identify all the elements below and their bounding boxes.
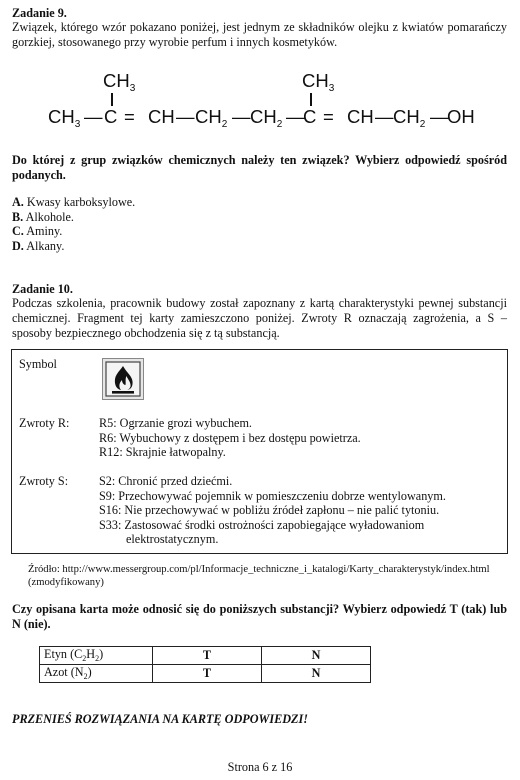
s-phrases-label: Zwroty S: bbox=[19, 474, 69, 488]
s-phrase: S33: Zastosować środki ostrożności zapobiegające wyładowaniom bbox=[99, 517, 425, 532]
answer-table bbox=[39, 646, 371, 683]
task10-question: Czy opisana karta może odnosić się do poniższych substancji? Wybierz odpowiedź T (tak) lub N (nie). bbox=[12, 602, 507, 631]
table-row bbox=[40, 665, 371, 683]
answer-false-cell[interactable]: N bbox=[262, 665, 371, 683]
flame-hazard-icon bbox=[102, 358, 144, 400]
r-phrase: R6: Wybuchowy z dostępem i bez dostępu powietrza. bbox=[99, 430, 361, 445]
formula-main-chain: $CH_3$ — C = CH — $CH_2$ — $CH_2$ — C = CH — $CH_2$ — OH bbox=[48, 106, 475, 130]
substance-name: Azot $(N_2)$ bbox=[40, 665, 153, 683]
source-citation: Źródło: http://www.messergroup.com/pl/Informacje_techniczne_i_katalogi/Karty_charakterystyk/index.html (zmodyfikowany) bbox=[28, 564, 490, 588]
r-phrase: R5: Ogrzanie grozi wybuchem. bbox=[99, 416, 252, 430]
task10-title: Zadanie 10. bbox=[12, 282, 73, 296]
r-phrases-label: Zwroty R: bbox=[19, 416, 70, 430]
task9-title: Zadanie 9. bbox=[12, 6, 67, 20]
table-row bbox=[40, 647, 371, 665]
s-phrases-list bbox=[99, 474, 446, 547]
transfer-answers-note: PRZENIEŚ ROZWIĄZANIA NA KARTĘ ODPOWIEDZI! bbox=[12, 712, 308, 726]
answer-true-cell[interactable]: T bbox=[153, 647, 262, 665]
r-phrase: R12: Skrajnie łatwopalny. bbox=[99, 445, 226, 460]
task9-question: Do której z grup związków chemicznych należy ten związek? Wybierz odpowiedź spośród podanych. bbox=[12, 153, 507, 182]
option-b: B. Alkohole. bbox=[12, 209, 74, 224]
task10-intro: Podczas szkolenia, pracownik budowy został zapoznany z kartą charakterystyki pewnej substancji chemicznej. Fragment tej karty zamieszczono poniżej. Zwroty R oznaczają zagrożenia, a S – sposoby bezpiecznego obchodzenia się z tą substancją. bbox=[12, 296, 507, 340]
option-c: C. Aminy. bbox=[12, 224, 63, 239]
answer-false-cell[interactable]: N bbox=[262, 647, 371, 665]
option-d: D. Alkany. bbox=[12, 238, 65, 253]
s-phrase-continuation: elektrostatycznym. bbox=[126, 532, 219, 547]
s-phrase: S9: Przechowywać pojemnik w pomieszczeniu dobrze wentylowanym. bbox=[99, 488, 446, 503]
symbol-label: Symbol bbox=[19, 357, 57, 371]
page-number: Strona 6 z 16 bbox=[227, 760, 293, 774]
task9-options bbox=[12, 195, 135, 253]
option-a: A. Kwasy karboksylowe. bbox=[12, 195, 136, 209]
task9-intro: Związek, którego wzór pokazano poniżej, jest jednym ze składników olejku z kwiatów pomarańczy gorzkiej, stosowanego przy wyrobie perfum i innych kosmetyków. bbox=[12, 20, 507, 49]
formula-top-right-group: $CH_3$ bbox=[302, 70, 335, 94]
formula-top-left-group: $CH_3$ bbox=[103, 70, 136, 94]
substance-name: Etyn $(C_2H_2)$ bbox=[40, 647, 153, 665]
answer-true-cell[interactable]: T bbox=[153, 665, 262, 683]
r-phrases-list bbox=[99, 416, 361, 460]
s-phrase: S16: Nie przechowywać w pobliżu źródeł zapłonu – nie palić tytoniu. bbox=[99, 503, 440, 518]
s-phrase: S2: Chronić przed dziećmi. bbox=[99, 474, 233, 488]
